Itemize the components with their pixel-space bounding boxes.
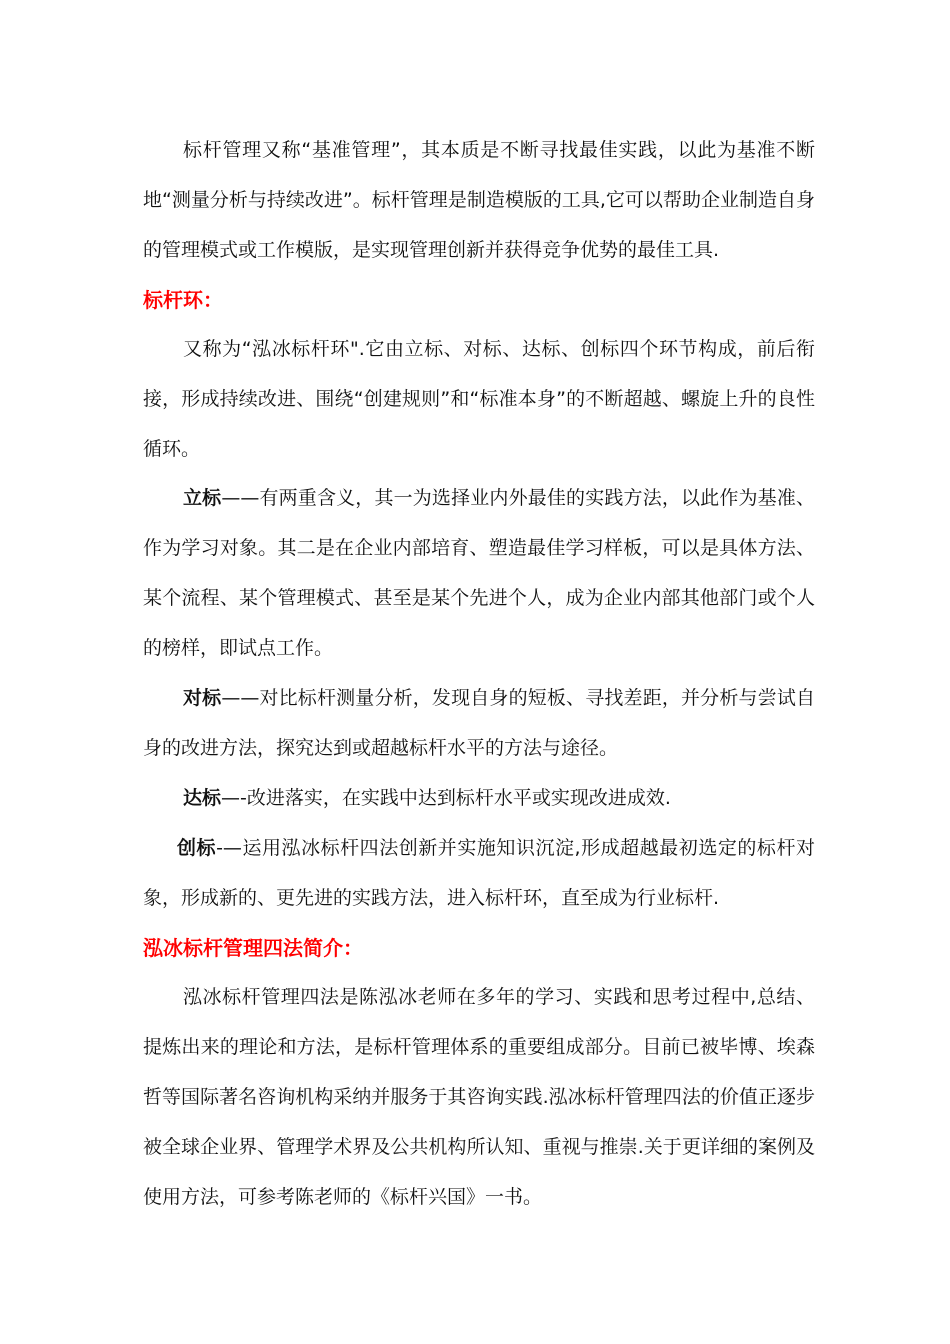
item-text: -—运用泓冰标杆四法创新并实施知识沉淀,形成超越最初选定的标杆对象，形成新的、更先进的实践方法，进入标杆环，直至成为行业标杆. xyxy=(143,837,815,909)
item-term: 对标 xyxy=(183,687,222,709)
benchmark-cycle-description: 又称为“泓冰标杆环".它由立标、对标、达标、创标四个环节构成，前后衔接，形成持续改进、围绕“创建规则”和“标准本身”的不断超越、螺旋上升的良性循环。 xyxy=(143,338,815,460)
section-heading-four-methods: 泓冰标杆管理四法简介： xyxy=(143,936,363,960)
item-paragraph-reach-standard xyxy=(143,773,815,823)
intro-paragraph: 标杆管理又称“基准管理”，其本质是不断寻找最佳实践，以此为基准不断地“测量分析与持续改进”。标杆管理是制造模版的工具,它可以帮助企业制造自身的管理模式或工作模版，是实现管理创新并获得竞争优势的最佳工具. xyxy=(143,139,815,261)
item-paragraph-compare-standard xyxy=(143,673,815,773)
item-term: 创标 xyxy=(177,837,217,859)
section-heading-benchmark-cycle: 标杆环： xyxy=(143,288,223,312)
item-paragraph-set-standard xyxy=(143,473,815,673)
item-text: —-改进落实，在实践中达到标杆水平或实现改进成效. xyxy=(221,787,671,809)
item-term: 立标 xyxy=(183,487,222,509)
four-methods-paragraph: 泓冰标杆管理四法是陈泓冰老师在多年的学习、实践和思考过程中,总结、提炼出来的理论和方法，是标杆管理体系的重要组成部分。目前已被毕博、埃森哲等国际著名咨询机构采纳并服务于其咨询实践.泓冰标杆管理四法的价值正逐步被全球企业界、管理学术界及公共机构所认知、重视与推崇.关于更详细的案例及使用方法，可参考陈老师的《标杆兴国》一书。 xyxy=(143,986,815,1208)
item-text: ——对比标杆测量分析，发现自身的短板、寻找差距，并分析与尝试自身的改进方法，探究达到或超越标杆水平的方法与途径。 xyxy=(143,687,815,759)
item-text: ——有两重含义，其一为选择业内外最佳的实践方法，以此作为基准、作为学习对象。其二是在企业内部培育、塑造最佳学习样板，可以是具体方法、某个流程、某个管理模式、甚至是某个先进个人，成为企业内部其他部门或个人的榜样，即试点工作。 xyxy=(143,487,815,659)
item-term: 达标 xyxy=(183,787,222,809)
item-paragraph-create-standard xyxy=(143,823,815,923)
